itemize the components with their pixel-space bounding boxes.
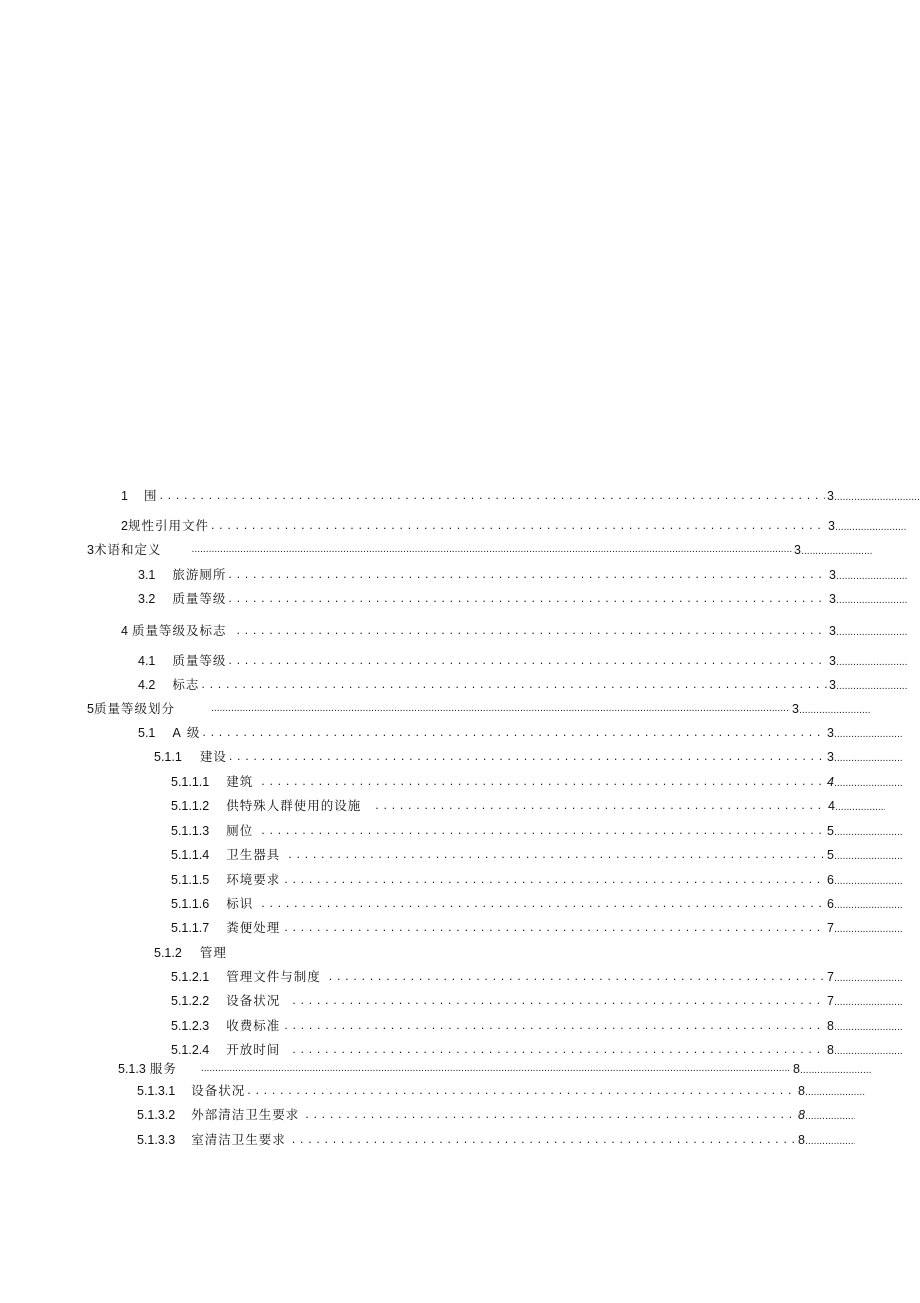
- toc-leader-dots: [261, 823, 825, 839]
- toc-trailing-dots: [836, 567, 908, 583]
- toc-trailing-dots: [834, 969, 902, 985]
- toc-entry[interactable]: [138, 587, 908, 607]
- toc-entry-title: 质量等级划分: [93, 701, 175, 716]
- toc-entry-title: 质量等级及标志: [131, 623, 227, 638]
- toc-entry-page: 4: [827, 775, 834, 789]
- toc-entry[interactable]: [137, 1103, 855, 1123]
- toc-leader-dots: [211, 518, 826, 534]
- toc-entry-page: 8: [798, 1133, 805, 1147]
- toc-entry-page: 8: [798, 1084, 805, 1098]
- toc-entry-page: 3: [827, 726, 834, 740]
- toc-entry-page: 3: [829, 624, 836, 638]
- toc-entry-number: 1: [121, 489, 128, 503]
- toc-entry-title: 收费标准: [226, 1018, 281, 1033]
- toc-trailing-dots: [805, 1083, 865, 1099]
- toc-entry-title: 建筑: [226, 774, 254, 789]
- toc-entry-title: A 级: [172, 725, 201, 740]
- toc-entry-page: 3: [794, 543, 801, 557]
- toc-entry[interactable]: [118, 1057, 872, 1077]
- toc-entry-title: 厕位: [226, 823, 254, 838]
- toc-leader-dots: [375, 798, 826, 814]
- toc-entry-title: 围: [143, 488, 158, 503]
- toc-entry-page: 8: [827, 1043, 834, 1057]
- toc-leader-dots: [228, 653, 827, 669]
- toc-entry-page: 8: [827, 1019, 834, 1033]
- toc-entry-title: 旅游厕所: [172, 567, 227, 582]
- toc-trailing-dots: [836, 677, 908, 693]
- toc-leader-dots: [305, 1107, 796, 1123]
- toc-entry[interactable]: [87, 697, 871, 717]
- toc-trailing-dots: [834, 774, 902, 790]
- toc-entry-title: 供特殊人群使用的设施: [226, 798, 362, 813]
- toc-leader-dots: [288, 847, 825, 863]
- toc-leader-dots: [236, 623, 827, 639]
- toc-entry-number: 5.1.2: [154, 946, 182, 960]
- toc-leader-dots: [191, 542, 792, 558]
- toc-entry-number: 5.1.1.4: [171, 848, 210, 862]
- toc-entry-page: 5: [827, 824, 834, 838]
- toc-trailing-dots: [805, 1107, 855, 1123]
- toc-entry-title: 卫生器具: [226, 847, 281, 862]
- toc-entry[interactable]: [154, 941, 354, 961]
- toc-entry[interactable]: [171, 868, 902, 888]
- toc-entry[interactable]: [171, 892, 902, 912]
- toc-entry-title: 环境要求: [226, 872, 281, 887]
- toc-entry[interactable]: [171, 1038, 902, 1058]
- toc-entry-title: 设备状况: [191, 1083, 246, 1098]
- toc-entry-page: 3: [827, 750, 834, 764]
- toc-entry-number: 2: [121, 519, 128, 533]
- toc-leader-dots: [292, 1132, 796, 1148]
- toc-entry-page: 8: [793, 1062, 800, 1076]
- toc-entry[interactable]: [138, 649, 908, 669]
- toc-entry-title: 粪便处理: [226, 920, 281, 935]
- toc-trailing-dots: [801, 542, 873, 558]
- toc-entry[interactable]: [171, 770, 902, 790]
- toc-entry-number: 5.1.3: [118, 1062, 146, 1076]
- toc-entry-number: 4.2: [138, 678, 156, 692]
- toc-leader-dots: [292, 1042, 825, 1058]
- toc-entry-page: 3: [792, 702, 799, 716]
- toc-entry-number: 5.1.1.1: [171, 775, 210, 789]
- toc-leader-dots: [329, 969, 825, 985]
- toc-leader-dots: [261, 896, 825, 912]
- toc-entry-number: 5.1.3.2: [137, 1108, 176, 1122]
- toc-entry-page: 3: [829, 568, 836, 582]
- toc-entry[interactable]: [121, 484, 920, 504]
- toc-entry-title: 标识: [226, 896, 254, 911]
- toc-leader-dots: [228, 567, 827, 583]
- toc-trailing-dots: [834, 872, 902, 888]
- toc-entry-number: 3.1: [138, 568, 156, 582]
- toc-entry-title: 建设: [199, 749, 227, 764]
- toc-entry-title: 术语和定义: [93, 542, 162, 557]
- toc-leader-dots: [228, 591, 827, 607]
- toc-entry-number: 5.1.1.7: [171, 921, 210, 935]
- toc-entry[interactable]: [137, 1128, 855, 1148]
- toc-entry[interactable]: [171, 819, 902, 839]
- toc-entry-page: 5: [827, 848, 834, 862]
- toc-trailing-dots: [834, 1018, 902, 1034]
- toc-entry[interactable]: [121, 514, 907, 534]
- toc-entry-page: 3: [829, 678, 836, 692]
- toc-entry-number: 3: [87, 543, 94, 557]
- toc-entry-page: 3: [829, 592, 836, 606]
- toc-trailing-dots: [834, 920, 902, 936]
- toc-entry[interactable]: [171, 989, 902, 1009]
- toc-entry-title: 服务: [149, 1061, 177, 1076]
- toc-entry-page: 3: [828, 519, 835, 533]
- toc-entry-number: 3.2: [138, 592, 156, 606]
- toc-entry-title: 规性引用文件: [127, 518, 209, 533]
- toc-entry-number: 5.1.3.1: [137, 1084, 176, 1098]
- toc-entry[interactable]: [171, 843, 902, 863]
- toc-entry[interactable]: [171, 794, 885, 814]
- toc-leader-dots: [202, 725, 825, 741]
- toc-trailing-dots: [835, 518, 907, 534]
- toc-entry-title: 质量等级: [172, 653, 227, 668]
- toc-entry-page: 6: [827, 897, 834, 911]
- toc-trailing-dots: [799, 701, 871, 717]
- toc-entry[interactable]: [138, 673, 908, 693]
- toc-entry[interactable]: [138, 563, 908, 583]
- toc-entry-title: 标志: [172, 677, 200, 692]
- toc-trailing-dots: [836, 653, 908, 669]
- toc-entry-number: 5.1.1.5: [171, 873, 210, 887]
- toc-entry[interactable]: [171, 1014, 902, 1034]
- toc-trailing-dots: [836, 623, 908, 639]
- toc-entry-number: 5.1.2.2: [171, 994, 210, 1008]
- toc-entry-page: 8: [798, 1108, 805, 1122]
- toc-entry-page: 3: [827, 489, 834, 503]
- toc-entry-title: 室清洁卫生要求: [191, 1132, 286, 1147]
- toc-entry-number: 4: [121, 624, 128, 638]
- toc-leader-dots: [211, 701, 790, 717]
- toc-leader-dots: [201, 677, 827, 693]
- toc-leader-dots: [159, 488, 825, 504]
- toc-entry[interactable]: [154, 745, 902, 765]
- toc-leader-dots: [292, 993, 825, 1009]
- toc-entry-number: 5.1.2.3: [171, 1019, 210, 1033]
- toc-leader-dots: [284, 872, 825, 888]
- toc-entry-page: 4: [828, 799, 835, 813]
- toc-trailing-dots: [805, 1132, 855, 1148]
- toc-trailing-dots: [834, 725, 902, 741]
- toc-entry-title: 开放时间: [226, 1042, 281, 1057]
- toc-entry-title: 外部清洁卫生要求: [191, 1107, 300, 1122]
- toc-entry-number: 5.1: [138, 726, 156, 740]
- toc-trailing-dots: [800, 1061, 872, 1077]
- toc-entry-number: 5: [87, 702, 94, 716]
- toc-entry[interactable]: [121, 619, 908, 639]
- toc-leader-dots: [247, 1083, 796, 1099]
- toc-leader-dots: [284, 1018, 825, 1034]
- toc-entry-page: 7: [827, 994, 834, 1008]
- toc-trailing-dots: [834, 993, 902, 1009]
- toc-leader-dots: [229, 749, 825, 765]
- toc-entry-page: 6: [827, 873, 834, 887]
- toc-entry-title: 设备状况: [226, 993, 281, 1008]
- toc-leader-dots: [261, 774, 825, 790]
- toc-leader-dots: [284, 920, 825, 936]
- toc-entry-page: 3: [829, 654, 836, 668]
- toc-entry[interactable]: [87, 538, 873, 558]
- toc-trailing-dots: [834, 749, 902, 765]
- toc-trailing-dots: [835, 798, 885, 814]
- toc-entry-number: 4.1: [138, 654, 156, 668]
- toc-entry-number: 5.1.1.6: [171, 897, 210, 911]
- toc-trailing-dots: [834, 488, 920, 504]
- toc-entry-number: 5.1.1: [154, 750, 182, 764]
- toc-trailing-dots: [834, 823, 902, 839]
- toc-trailing-dots: [836, 591, 908, 607]
- toc-entry-title: 质量等级: [172, 591, 227, 606]
- toc-entry[interactable]: [138, 721, 902, 741]
- toc-entry-title: 管理: [199, 945, 227, 960]
- toc-entry-number: 5.1.2.4: [171, 1043, 210, 1057]
- toc-leader-dots: [201, 1061, 791, 1077]
- toc-entry-number: 5.1.1.3: [171, 824, 210, 838]
- toc-trailing-dots: [834, 847, 902, 863]
- toc-entry-page: 7: [827, 970, 834, 984]
- toc-entry[interactable]: [171, 916, 902, 936]
- toc-entry-number: 5.1.3.3: [137, 1133, 176, 1147]
- toc-entry-number: 5.1.2.1: [171, 970, 210, 984]
- toc-trailing-dots: [834, 896, 902, 912]
- toc-entry[interactable]: [171, 965, 902, 985]
- toc-entry[interactable]: [137, 1079, 865, 1099]
- toc-trailing-dots: [834, 1042, 902, 1058]
- toc-entry-number: 5.1.1.2: [171, 799, 210, 813]
- toc-entry-title: 管理文件与制度: [226, 969, 321, 984]
- toc-entry-page: 7: [827, 921, 834, 935]
